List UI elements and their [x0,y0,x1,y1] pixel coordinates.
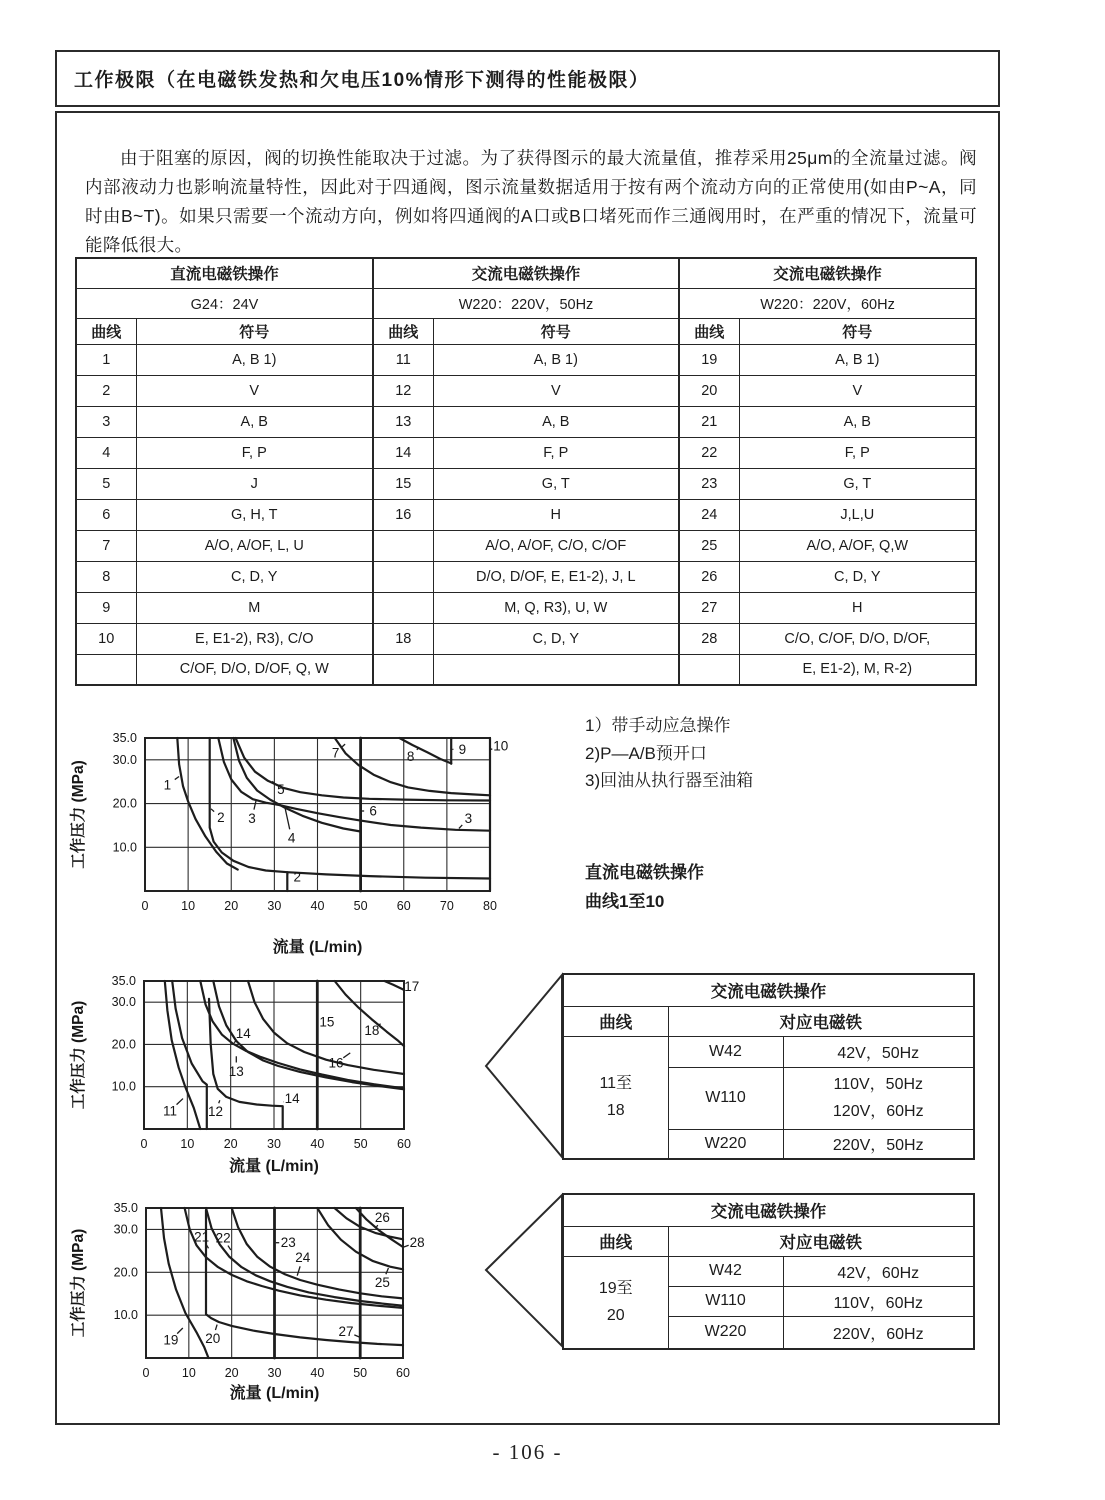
arrow-left-icon [480,1190,565,1351]
curve-label: 14 [235,1025,251,1041]
curve-label-leader [219,1100,220,1103]
ac-col-solenoid: 对应电磁铁 [668,1006,974,1036]
curve-label-leader [228,1246,231,1250]
curve-number-cell: 12 [373,375,433,406]
symbol-cell: J [136,468,373,499]
symbol-cell: C/OF, D/O, D/OF, Q, W [136,654,373,685]
curve-number-cell: 5 [76,468,136,499]
curve-number-cell: 7 [76,530,136,561]
x-tick-label: 10 [180,1137,195,1151]
curve-symbol-table [75,257,977,686]
y-tick-label: 35.0 [113,1201,138,1215]
curve-number-cell: 19 [679,344,739,375]
curve-label: 12 [207,1104,224,1120]
curve-label-leader [285,808,290,829]
curve-label: 15 [319,1014,335,1030]
table-row [76,654,976,685]
y-tick-label: 20.0 [111,1037,136,1052]
curve-number-cell [373,592,433,623]
ac-col-solenoid: 对应电磁铁 [668,1226,974,1256]
col-curve: 曲线 [679,318,739,344]
solenoid-spec: 42V，60Hz [783,1256,974,1286]
symbol-cell: D/O, D/OF, E, E1-2), J, L [433,561,679,592]
group-ac60-title: 交流电磁铁操作 [679,258,976,288]
group-ac50-subtitle: W220：220V，50Hz [373,288,679,318]
curve-label-leader [175,776,179,779]
x-tick-label: 60 [397,1137,411,1151]
y-tick-label: 30.0 [112,752,137,767]
curve-label: 3 [248,810,256,826]
symbol-cell: G, T [739,468,976,499]
symbol-cell: A, B 1) [136,344,373,375]
curve-number-cell: 10 [76,623,136,654]
solenoid-spec: 110V，60Hz [783,1286,974,1316]
symbol-cell: V [739,375,976,406]
table-row [76,437,976,468]
ac-table-title: 交流电磁铁操作 [563,1194,974,1226]
symbol-cell: A/O, A/OF, Q,W [739,530,976,561]
curve-number-cell: 15 [373,468,433,499]
table-row [76,530,976,561]
curve-label: 26 [374,1209,390,1225]
y-tick-label: 20.0 [113,1265,138,1280]
curve-number-cell: 13 [373,406,433,437]
footnote-3: 3)回油从执行器至油箱 [585,771,754,790]
curve-number-cell: 2 [76,375,136,406]
curve-label: 6 [369,803,377,819]
curve-label: 7 [331,745,340,761]
curve-number-cell: 24 [679,499,739,530]
x-tick-label: 20 [223,1137,238,1151]
group-title-row [76,258,976,288]
curve-number-cell: 9 [76,592,136,623]
col-curve: 曲线 [373,318,433,344]
x-tick-label: 50 [353,899,368,913]
symbol-cell: A, B [433,406,679,437]
y-tick-label: 35.0 [112,731,137,745]
symbol-cell: F, P [433,437,679,468]
group-dc-title: 直流电磁铁操作 [76,258,373,288]
table-row [76,406,976,437]
curve-number-cell: 14 [373,437,433,468]
curve-label: 28 [409,1234,425,1250]
symbol-cell: G, H, T [136,499,373,530]
title-box [55,50,1000,107]
x-tick-label: 30 [267,1366,282,1380]
footnotes [585,712,753,795]
ac-table-title: 交流电磁铁操作 [563,974,974,1006]
table-row [76,468,976,499]
y-tick-label: 30.0 [113,1222,138,1237]
curve-label: 2 [293,869,301,885]
curve-label: 5 [277,782,285,798]
x-tick-label: 80 [483,899,497,913]
curve-12 [172,981,207,1129]
curve-label-leader [177,1099,183,1105]
symbol-cell [433,654,679,685]
curve-label: 10 [493,738,509,754]
y-axis-title: 工作压力 (MPa) [70,1228,87,1338]
symbol-cell: V [136,375,373,406]
curve-number-cell: 18 [373,623,433,654]
x-tick-label: 60 [396,1366,410,1380]
curve-label: 2 [217,810,225,826]
x-tick-label: 40 [310,899,325,913]
y-tick-label: 10.0 [112,840,137,855]
curve-label-leader [404,1245,409,1247]
curve-label-leader [491,749,492,750]
intro-paragraph: 由于阻塞的原因，阀的切换性能取决于过滤。为了获得图示的最大流量值，推荐采用25μm的全流量过滤。阀内部液动力也影响流量特性，因此对于四通阀，图示流量数据适用于按有两个流动方向的正常使用(如由P~A，同时由B~T)。如果只需要一个流动方向，例如将四通阀的A口或B口堵死而作三通阀用时，在严重的情况下，流量可能降低很大。 [85,147,977,255]
x-tick-label: 0 [140,1137,148,1151]
x-tick-label: 10 [181,1366,196,1380]
ac60-solenoid-chart [55,1190,535,1405]
solenoid-spec: 110V，50Hz 120V，60Hz [783,1067,974,1129]
curve-label-leader [254,800,256,810]
table-row [76,499,976,530]
x-axis-title: 流量 (L/min) [229,1385,320,1402]
solenoid-model: W220 [668,1316,783,1349]
symbol-cell: C, D, Y [433,623,679,654]
symbol-cell: A, B 1) [433,344,679,375]
curve-label: 9 [458,741,467,757]
curve-number-cell: 8 [76,561,136,592]
footnote-1: 1）带手动应急操作 [585,716,731,735]
solenoid-model: W42 [668,1036,783,1067]
dc-chart-caption [585,858,704,916]
curve-label: 1 [163,777,172,793]
curve-label: 3 [464,810,473,826]
group-subtitle-row [76,288,976,318]
curve-number-cell [76,654,136,685]
group-ac60-subtitle: W220：220V，60Hz [679,288,976,318]
curve-label: 27 [338,1323,354,1339]
curve-number-cell: 21 [679,406,739,437]
x-tick-label: 40 [310,1366,325,1380]
curve-number-cell: 4 [76,437,136,468]
curve-17 [385,981,405,990]
ac50-solenoid-chart [55,962,535,1180]
curve-label: 23 [280,1235,296,1251]
y-tick-label: 30.0 [111,995,136,1010]
dc-solenoid-chart [55,722,535,967]
x-tick-label: 30 [267,1137,281,1151]
col-symbol: 符号 [136,318,373,344]
y-tick-label: 10.0 [111,1079,136,1094]
curve-number-cell: 16 [373,499,433,530]
curve-label: 11 [162,1103,178,1119]
curve-label-leader [211,809,214,812]
y-axis-title: 工作压力 (MPa) [70,1000,87,1110]
curve-label-leader [343,1053,350,1058]
x-axis-title: 流量 (L/min) [229,1158,319,1175]
curve-number-cell: 3 [76,406,136,437]
solenoid-model: W110 [668,1286,783,1316]
curve-label: 4 [287,830,296,846]
curve-label-leader [297,1266,300,1275]
y-tick-label: 35.0 [111,974,136,988]
y-tick-label: 20.0 [112,796,137,811]
curve-number-cell [679,654,739,685]
curve-label: 19 [163,1332,179,1348]
table-row [76,592,976,623]
symbol-cell: F, P [739,437,976,468]
table-row [76,561,976,592]
curve-number-cell [373,530,433,561]
solenoid-spec: 42V，50Hz [783,1036,974,1067]
curve-range: 19至 20 [563,1256,668,1349]
solenoid-spec: 220V，60Hz [783,1316,974,1349]
curve-label-leader [386,1268,389,1274]
symbol-cell: M, Q, R3), U, W [433,592,679,623]
solenoid-model: W220 [668,1129,783,1159]
curve-number-cell: 6 [76,499,136,530]
col-symbol: 符号 [739,318,976,344]
symbol-cell: C/O, C/OF, D/O, D/OF, [739,623,976,654]
y-axis-title: 工作压力 (MPa) [70,760,87,869]
curve-label: 21 [194,1229,210,1245]
solenoid-spec: 220V，50Hz [783,1129,974,1159]
x-tick-label: 20 [224,1366,239,1380]
solenoid-model: W42 [668,1256,783,1286]
ac50-solenoid-table [562,973,975,1160]
symbol-cell: E, E1-2), R3), C/O [136,623,373,654]
col-curve: 曲线 [76,318,136,344]
symbol-cell: H [739,592,976,623]
curve-label-leader [459,825,462,829]
curve-number-cell [373,561,433,592]
curve-number-cell: 22 [679,437,739,468]
dc-caption-line2: 曲线1至10 [585,892,665,911]
curve-label: 17 [404,978,420,994]
symbol-cell: A/O, A/OF, L, U [136,530,373,561]
symbol-cell: C, D, Y [739,561,976,592]
solenoid-model: W110 [668,1067,783,1129]
x-tick-label: 20 [224,899,239,913]
curve-label: 18 [364,1022,380,1038]
x-tick-label: 50 [353,1137,368,1151]
ac-col-curve: 曲线 [563,1006,668,1036]
symbol-cell: C, D, Y [136,561,373,592]
curve-number-cell: 25 [679,530,739,561]
symbol-cell: A, B 1) [739,344,976,375]
x-tick-label: 40 [310,1137,325,1151]
curve-range: 11至 18 [563,1036,668,1159]
x-tick-label: 30 [267,899,282,913]
x-tick-label: 0 [141,899,149,913]
arrow-left-icon [480,970,565,1162]
curve-label-leader [342,744,345,747]
curve-number-cell: 27 [679,592,739,623]
curve-label: 13 [228,1063,244,1079]
curve-label-leader [354,1335,359,1337]
curve-label: 22 [215,1230,231,1246]
x-tick-label: 50 [353,1366,368,1380]
y-tick-label: 10.0 [113,1308,138,1323]
curve-label-leader [215,1325,217,1331]
curve-label: 25 [374,1275,390,1291]
curve-3 [218,738,490,831]
dc-caption-line1: 直流电磁铁操作 [585,863,704,882]
symbol-cell: E, E1-2), M, R-2) [739,654,976,685]
ac60-solenoid-table [562,1193,975,1350]
curve-number-cell: 20 [679,375,739,406]
table-row [76,623,976,654]
table-row [76,375,976,406]
symbol-cell: M [136,592,373,623]
curve-26 [335,1208,404,1239]
symbol-cell: A/O, A/OF, C/O, C/OF [433,530,679,561]
symbol-cell: V [433,375,679,406]
x-tick-label: 10 [181,899,196,913]
symbol-cell: F, P [136,437,373,468]
symbol-cell: H [433,499,679,530]
curve-number-cell: 26 [679,561,739,592]
x-tick-label: 0 [142,1366,150,1380]
column-header-row [76,318,976,344]
curve-label: 8 [406,748,415,764]
curve-number-cell: 28 [679,623,739,654]
curve-number-cell: 1 [76,344,136,375]
curve-number-cell: 23 [679,468,739,499]
curve-number-cell [373,654,433,685]
curve-7 [335,738,490,795]
page-number: - 106 - [492,1440,563,1464]
group-ac50-title: 交流电磁铁操作 [373,258,679,288]
footnote-2: 2)P—A/B预开口 [585,743,707,763]
x-tick-label: 70 [439,899,454,913]
curve-number-cell: 11 [373,344,433,375]
curve-label: 14 [284,1091,300,1107]
curve-label: 24 [295,1250,311,1266]
group-dc-subtitle: G24：24V [76,288,373,318]
symbol-cell: G, T [433,468,679,499]
ac-col-curve: 曲线 [563,1226,668,1256]
curve-label: 20 [205,1331,221,1347]
page-title: 工作极限（在电磁铁发热和欠电压10%情形下测得的性能极限） [74,70,650,91]
table-row [76,344,976,375]
x-tick-label: 60 [396,899,411,913]
symbol-cell: A, B [136,406,373,437]
col-symbol: 符号 [433,318,679,344]
curve-label: 16 [328,1055,344,1071]
symbol-cell: J,L,U [739,499,976,530]
symbol-cell: A, B [739,406,976,437]
x-axis-title: 流量 (L/min) [272,939,363,956]
